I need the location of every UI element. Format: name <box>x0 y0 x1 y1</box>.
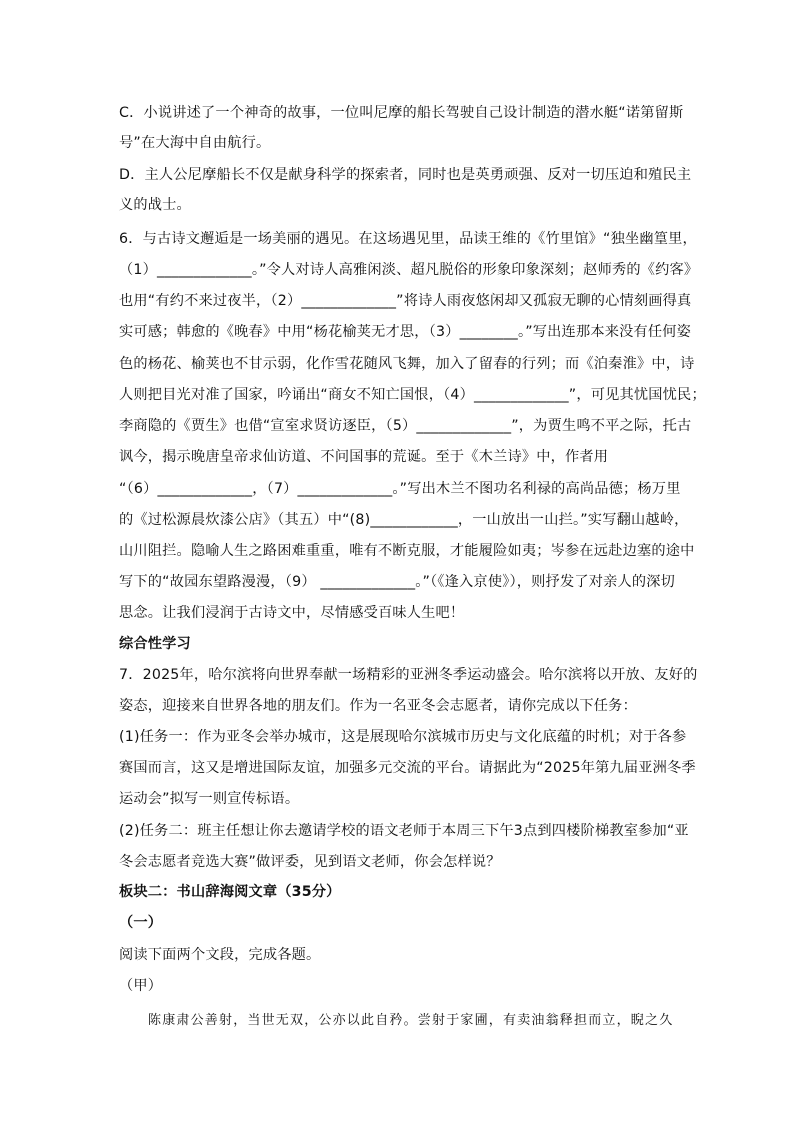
question-6-line-2: （1）_____________。”令人对诗人高雅闲淡、超凡脱俗的形象印象深刻；赵师秀的《约客》 <box>119 262 699 278</box>
passage-a-label: （甲） <box>119 978 163 994</box>
option-c-line-1: C．小说讲述了一个神奇的故事，一位叫尼摩的船长驾驶自己设计制造的潜水艇“诺第留斯 <box>119 105 684 121</box>
passage-a-text: 陈康肃公善射，当世无双，公亦以此自矜。尝射于家圃，有卖油翁释担而立，睨之久 <box>148 1013 674 1028</box>
option-d-line-2: 义的战士。 <box>119 197 191 213</box>
reading-instruction: 阅读下面两个文段，完成各题。 <box>119 947 321 963</box>
question-6-line-6: 人则把目光对准了国家，吟诵出“商女不知亡国恨，（4）_____________”，可见其忧国忧民； <box>119 387 706 403</box>
question-6-line-1: 6．与古诗文邂逅是一场美丽的遇见。在这场遇见里，品读王维的《竹里馆》“独坐幽篁里， <box>119 231 697 247</box>
question-6-line-3: 也用“有约不来过夜半，（2）_____________”将诗人雨夜悠闲却又孤寂无聊的心情刻画得真 <box>119 293 692 309</box>
question-6-line-10: 的《过松源晨炊漆公店》（其五）中“(8)____________，一山放出一山拦。”实写翻山越岭， <box>119 512 689 528</box>
task-1-line-2: 赛国而言，这又是增进国际友谊，加强多元交流的平台。请据此为“2025年第九届亚洲冬季 <box>119 760 696 776</box>
question-6-line-12: 写下的“故园东望路漫漫，（9） _____________。”（《逢入京使》），则抒发了对亲人的深切 <box>119 574 676 590</box>
task-1-line-1: (1)任务一：作为亚冬会举办城市，这是展现哈尔滨城市历史与文化底蕴的时机；对于各参 <box>119 729 687 745</box>
question-6-line-7: 李商隐的《贾生》也借“宣室求贤访逐臣，（5）_____________”，为贾生鸣不平之际，托古 <box>119 418 692 434</box>
option-d-line-1: D．主人公尼摩船长不仅是献身科学的探索者，同时也是英勇顽强、反对一切压迫和殖民主 <box>119 167 692 183</box>
question-7-line-1: 7．2025年，哈尔滨将向世界奉献一场精彩的亚洲冬季运动盛会。哈尔滨将以开放、友好的 <box>119 667 698 683</box>
question-6-line-8: 讽今，揭示晚唐皇帝求仙访道、不问国事的荒诞。至于《木兰诗》中，作者用 <box>119 449 609 465</box>
section-heading-comprehensive-learning: 综合性学习 <box>119 636 191 652</box>
task-2-line-2: 冬会志愿者竞选大赛”做评委，见到语文老师，你会怎样说？ <box>119 854 501 870</box>
question-7-line-2: 姿态，迎接来自世界各地的朋友们。作为一名亚冬会志愿者，请你完成以下任务： <box>119 698 637 714</box>
question-6-line-4: 实可感；韩愈的《晚春》中用“杨花榆荚无才思，（3）________。”写出连那本来没有任何姿 <box>119 324 692 340</box>
task-1-line-3: 运动会”拟写一则宣传标语。 <box>119 791 300 807</box>
section-heading-block-2: 板块二：书山辞海阅文章（35分） <box>119 884 341 900</box>
subsection-heading-1: （一） <box>119 915 163 931</box>
question-6-line-11: 山川阻拦。隐喻人生之路困难重重，唯有不断克服，才能履险如夷；岑参在远赴边塞的途中 <box>119 543 695 559</box>
task-2-line-1: (2)任务二：班主任想让你去邀请学校的语文老师于本周三下午3点到四楼阶梯教室参加“亚 <box>119 823 689 839</box>
question-6-line-5: 色的杨花、榆荚也不甘示弱，化作雪花随风飞舞，加入了留春的行列；而《泊秦淮》中，诗 <box>119 356 695 372</box>
question-6-line-9: “（6）_____________，（7）_____________。”写出木兰不图功名利禄的高尚品德；杨万里 <box>119 481 681 497</box>
question-6-line-13: 思念。让我们浸润于古诗文中，尽情感受百味人生吧！ <box>119 605 465 621</box>
option-c-line-2: 号”在大海中自由航行。 <box>119 135 271 151</box>
